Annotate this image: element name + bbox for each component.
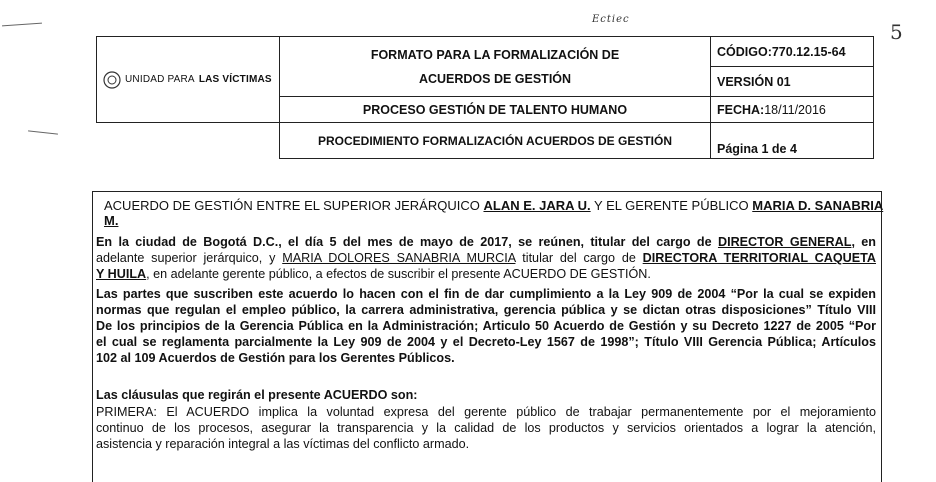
clause-line: PRIMERA: El ACUERDO implica la voluntad expresa del gerente público de trabajar permanentemente por el mejoramiento — [96, 405, 876, 419]
procedure-name: PROCEDIMIENTO FORMALIZACIÓN ACUERDOS DE GESTIÓN — [280, 123, 711, 159]
unidad-victimas-logo — [103, 71, 273, 89]
handwritten-note: Ectiec — [592, 14, 630, 25]
agreement-heading: ACUERDO DE GESTIÓN ENTRE EL SUPERIOR JERÁRQUICO ALAN E. JARA U. Y EL GERENTE PÚBLICO MARIA D. SANABRIA M. — [104, 198, 884, 228]
legal-line: Las partes que suscriben este acuerdo lo hacen con el fin de dar cumplimiento a la Ley 909 de 2004 “Por la cual se expiden — [96, 287, 876, 301]
legal-line: el cual se reglamenta parcialmente la Ley 909 de 2004 y el Decreto-Ley 1567 de 1998”; Título VIII Gerencia Pública; Artículos — [96, 335, 876, 349]
document-header — [96, 36, 874, 159]
process-name: PROCESO GESTIÓN DE TALENTO HUMANO — [280, 97, 711, 123]
intro-line-3: Y HUILA, en adelante gerente público, a efectos de suscribir el presente ACUERDO DE GESTIÓN. — [96, 267, 651, 281]
logo-name: LAS VÍCTIMAS — [198, 74, 272, 85]
margin-mark — [28, 130, 58, 134]
format-title-line2: ACUERDOS DE GESTIÓN — [418, 71, 572, 86]
document-version: VERSIÓN 01 — [711, 67, 874, 97]
intro-line-1: En la ciudad de Bogotá D.C., el día 5 del mes de mayo de 2017, se reúnen, titular del cargo de DIRECTOR GENERAL, en — [96, 235, 876, 249]
manager-role: DIRECTORA TERRITORIAL CAQUETA — [642, 251, 877, 265]
manager-name: MARIA D. SANABRIA M. — [104, 198, 884, 228]
superior-name: ALAN E. JARA U. — [483, 198, 591, 213]
date-label: FECHA: — [717, 102, 765, 117]
legal-line: normas que regulan el empleo público, la carrera administrativa, gerencia pública y se dictan otras disposiciones” Título VIII — [96, 303, 876, 317]
format-title-line1: FORMATO PARA LA FORMALIZACIÓN DE — [370, 47, 620, 62]
page-number: Página 1 de 4 — [711, 123, 874, 159]
logo-cell — [97, 37, 280, 123]
clause-line: asistencia y reparación integral a las víctimas del conflicto armado. — [96, 437, 470, 451]
clauses-heading: Las cláusulas que regirán el presente ACUERDO son: — [96, 388, 418, 402]
handwritten-page-mark: 5 — [890, 20, 903, 44]
manager-full-name: MARIA DOLORES SANABRIA MURCIA — [282, 251, 516, 265]
legal-line: 102 al 109 Acuerdos de Gestión para los Gerentes Públicos. — [96, 351, 455, 365]
seal-icon — [103, 71, 121, 89]
superior-role: DIRECTOR GENERAL — [717, 235, 852, 249]
intro-line-2: adelante superior jerárquico, y MARIA DOLORES SANABRIA MURCIA titular del cargo de DIRECTORA TERRITORIAL CAQUETA — [96, 251, 877, 265]
document-code: CÓDIGO:770.12.15-64 — [711, 37, 874, 67]
logo-prefix: UNIDAD PARA — [125, 74, 195, 85]
clause-line: continuo de los procesos, asegurar la transparencia y la calidad de los productos y servicios orientados a lograr la atención, — [96, 421, 876, 435]
document-date — [711, 97, 874, 123]
legal-line: De los principios de la Gerencia Pública en la Administración; Articulo 50 Acuerdo de Gestión y su Decreto 1227 de 2005 “Por — [96, 319, 876, 333]
margin-mark — [2, 23, 42, 27]
format-title — [280, 37, 711, 97]
date-value: 18/11/2016 — [764, 102, 826, 117]
